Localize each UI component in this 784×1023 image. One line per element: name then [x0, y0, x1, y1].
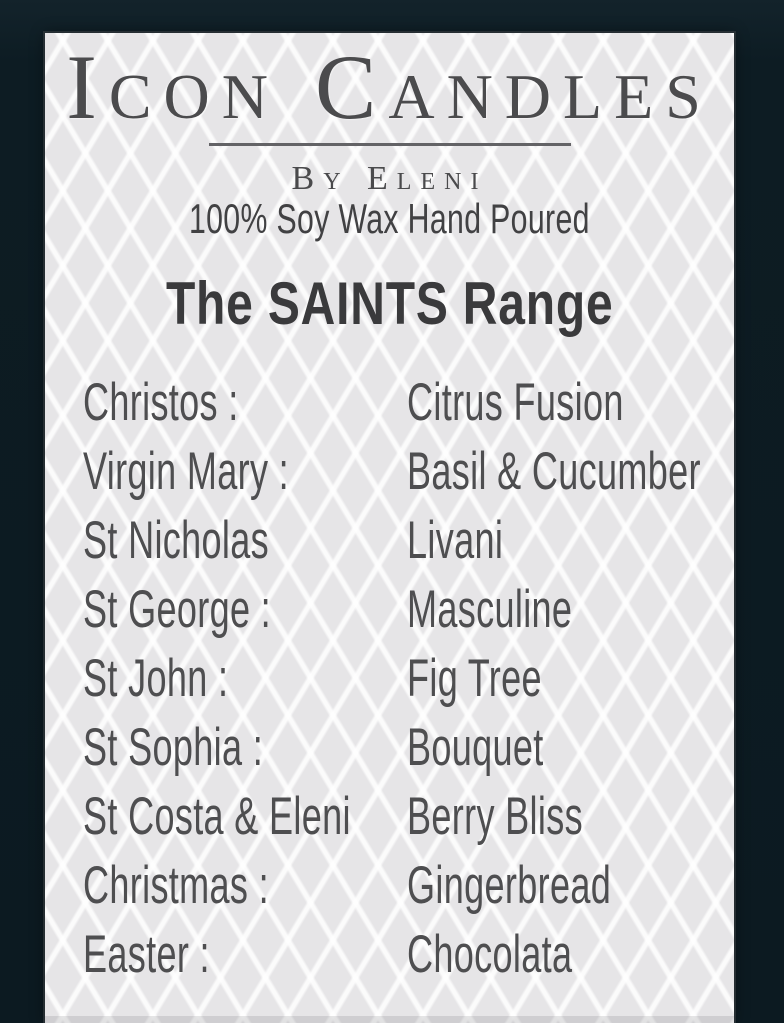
list-item	[83, 856, 726, 925]
list-item	[83, 718, 726, 787]
candle-scent: Citrus Fusion	[407, 373, 624, 432]
tagline	[45, 196, 734, 242]
candle-name: St Nicholas	[83, 511, 270, 570]
byline: By Eleni	[291, 160, 488, 197]
list-item	[83, 373, 726, 442]
scent-list	[83, 373, 726, 994]
candle-scent: Basil & Cucumber	[407, 442, 701, 501]
list-item	[83, 649, 726, 718]
candle-scent: Gingerbread	[407, 856, 612, 915]
poster-panel	[45, 33, 734, 1023]
candle-name: St George :	[83, 580, 272, 639]
candle-name: Christmas :	[83, 856, 269, 915]
candle-scent: Chocolata	[407, 925, 573, 984]
range-heading	[45, 271, 734, 337]
list-item	[83, 580, 726, 649]
candle-scent: Masculine	[407, 580, 573, 639]
title-divider	[209, 143, 571, 146]
candle-scent: Bouquet	[407, 718, 544, 777]
list-item	[83, 787, 726, 856]
list-item	[83, 442, 726, 511]
tagline-text: 100% Soy Wax Hand Poured	[189, 195, 590, 242]
candle-scent: Berry Bliss	[407, 787, 583, 846]
range-heading-text: The SAINTS Range	[165, 270, 614, 337]
candle-name: St Costa & Eleni	[83, 787, 351, 846]
candle-scent: Livani	[407, 511, 504, 570]
candle-name: St Sophia :	[83, 718, 264, 777]
candle-scent: Fig Tree	[407, 649, 542, 708]
candle-name: Virgin Mary :	[83, 442, 290, 501]
candle-name: Christos :	[83, 373, 239, 432]
list-item	[83, 511, 726, 580]
brand-title: Icon Candles	[66, 36, 713, 138]
candle-name: St John :	[83, 649, 229, 708]
list-item	[83, 925, 726, 994]
candle-name: Easter :	[83, 925, 210, 984]
